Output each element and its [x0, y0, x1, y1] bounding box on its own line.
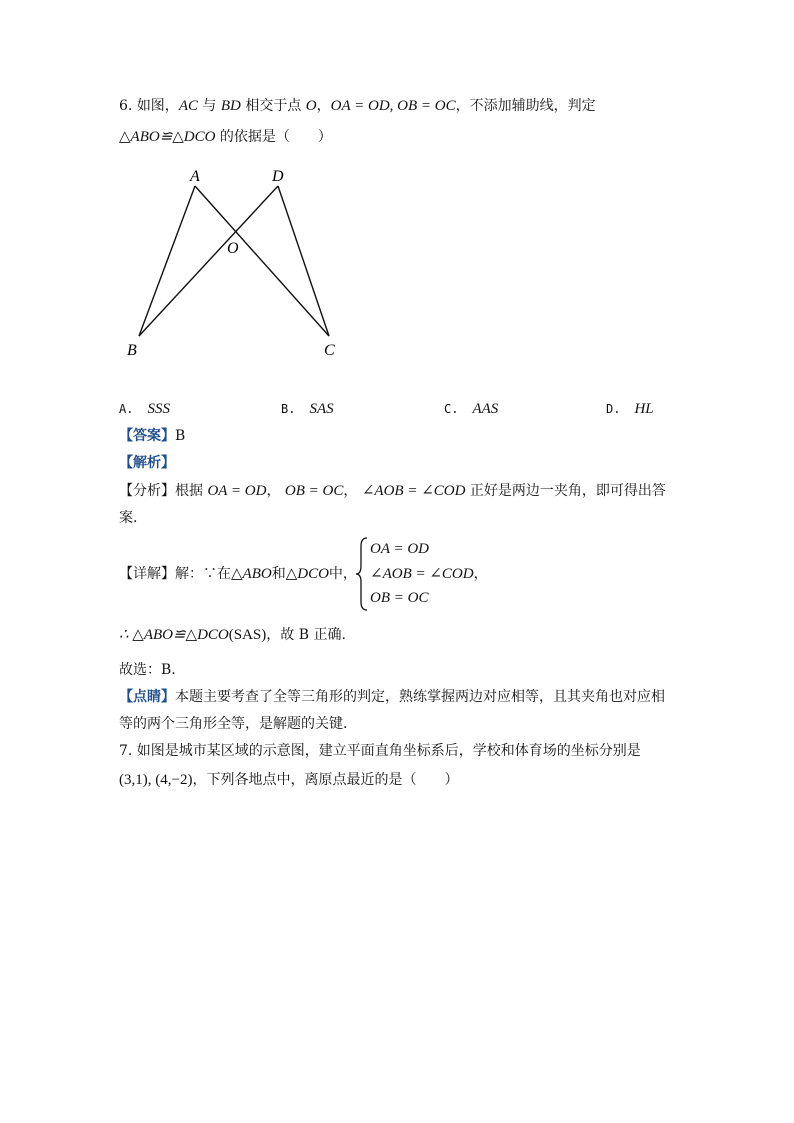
segment-dc — [278, 186, 329, 336]
detail-tag: 【详解】 — [119, 566, 175, 582]
q6-stem-line1: 6. 如图，AC 与 BD 相交于点 O，OA = OD, OB = OC，不添加辅助线，判定 — [119, 98, 596, 114]
point-label-d: D — [272, 168, 284, 185]
dianjing-line2: 等的两个三角形全等，是解题的关键. — [119, 716, 348, 732]
fenxi-line2: 案. — [119, 510, 138, 526]
choose-line: 故选：B. — [119, 662, 176, 678]
analysis-line — [119, 453, 175, 473]
segment-bd — [139, 186, 278, 336]
option-b[interactable]: B. SAS — [281, 401, 334, 417]
point-label-o: O — [227, 240, 239, 257]
segment-ab — [139, 186, 195, 336]
q7-stem-line1: 7. 如图是城市某区域的示意图，建立平面直角坐标系后，学校和体育场的坐标分别是 — [119, 743, 641, 759]
answer-value: B — [175, 428, 186, 444]
point-label-c: C — [324, 342, 335, 359]
answer-tag: 【答案】 — [119, 428, 175, 444]
system-brace-icon — [355, 536, 369, 612]
option-d[interactable]: D. HL — [606, 401, 654, 417]
analysis-tag: 【解析】 — [119, 455, 175, 471]
point-label-b: B — [127, 342, 137, 359]
detail-line: 【详解】解：∵在△ABO和△DCO中， — [119, 566, 357, 582]
system-eq-2: ∠AOB = ∠COD， — [370, 566, 488, 582]
dianjing-line1: 【点睛】本题主要考查了全等三角形的判定，熟练掌握两边对应相等，且其夹角也对应相 — [119, 689, 665, 705]
segment-ac — [195, 186, 329, 336]
system-eq-1: OA = OD — [370, 541, 430, 557]
option-c[interactable]: C. AAS — [444, 401, 499, 417]
option-a[interactable]: A. SSS — [119, 401, 170, 417]
q7-stem-line2: (3,1), (4,−2)，下列各地点中，离原点最近的是（ ） — [119, 772, 459, 788]
q6-number: 6. — [119, 98, 137, 114]
fenxi-tag: 【分析】 — [119, 483, 175, 499]
fenxi-line1: 【分析】根据 OA = OD， OB = OC， ∠AOB = ∠COD 正好是两边一夹角，即可得出答 — [119, 483, 666, 499]
conclusion-line: ∴ △ABO≌△DCO(SAS)，故 B 正确. — [119, 627, 346, 643]
system-eq-3: OB = OC — [370, 590, 429, 606]
geometry-figure — [119, 160, 359, 370]
point-label-a: A — [190, 168, 200, 185]
answer-line — [119, 426, 185, 446]
q6-stem-line2: △ABO≌△DCO 的依据是（ ） — [119, 129, 332, 145]
dianjing-tag: 【点睛】 — [119, 689, 175, 705]
